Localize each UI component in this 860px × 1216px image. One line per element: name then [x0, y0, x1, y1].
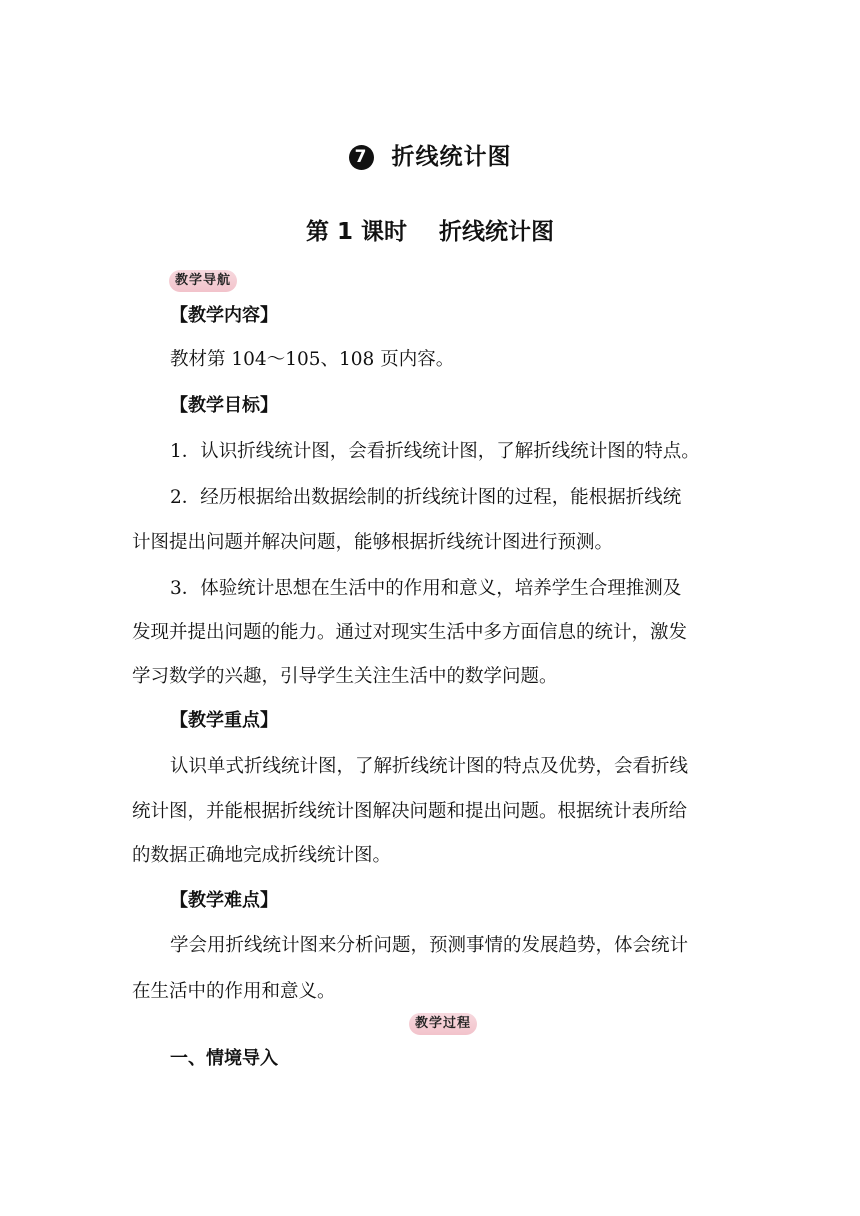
- difficulties-line: 在生活中的作用和意义。: [132, 981, 336, 1002]
- key-points-line: 统计图，并能根据折线统计图解决问题和提出问题。根据统计表所给: [132, 801, 688, 822]
- key-points-line: 的数据正确地完成折线统计图。: [132, 845, 392, 866]
- goals-line: 发现并提出问题的能力。通过对现实生活中多方面信息的统计，激发: [132, 622, 688, 643]
- content-line: 教材第 104～105、108 页内容。: [170, 349, 455, 370]
- goals-line: 1．认识折线统计图，会看折线统计图，了解折线统计图的特点。: [170, 441, 700, 462]
- chapter-number-icon: 7: [349, 145, 374, 170]
- process-heading: 一、情境导入: [170, 1048, 278, 1069]
- content-heading: 【教学内容】: [170, 305, 278, 326]
- chapter-title-text: 折线统计图: [391, 144, 512, 170]
- goals-line: 2．经历根据给出数据绘制的折线统计图的过程，能根据折线统: [170, 487, 682, 508]
- difficulties-heading: 【教学难点】: [170, 890, 278, 911]
- difficulties-line: 学会用折线统计图来分析问题，预测事情的发展趋势，体会统计: [170, 935, 689, 956]
- chapter-title: [0, 138, 860, 171]
- teaching-process-badge: 教学过程: [409, 1013, 477, 1035]
- goals-line: 学习数学的兴趣，引导学生关注生活中的数学问题。: [132, 666, 558, 687]
- key-points-line: 认识单式折线统计图，了解折线统计图的特点及优势，会看折线: [170, 756, 689, 777]
- goals-line: 3．体验统计思想在生活中的作用和意义，培养学生合理推测及: [170, 578, 682, 599]
- key-points-heading: 【教学重点】: [170, 710, 278, 731]
- goals-heading: 【教学目标】: [170, 395, 278, 416]
- goals-line: 计图提出问题并解决问题，能够根据折线统计图进行预测。: [132, 532, 614, 553]
- lesson-title: 第 1 课时 折线统计图: [305, 219, 555, 245]
- teaching-guide-badge: 教学导航: [169, 270, 237, 292]
